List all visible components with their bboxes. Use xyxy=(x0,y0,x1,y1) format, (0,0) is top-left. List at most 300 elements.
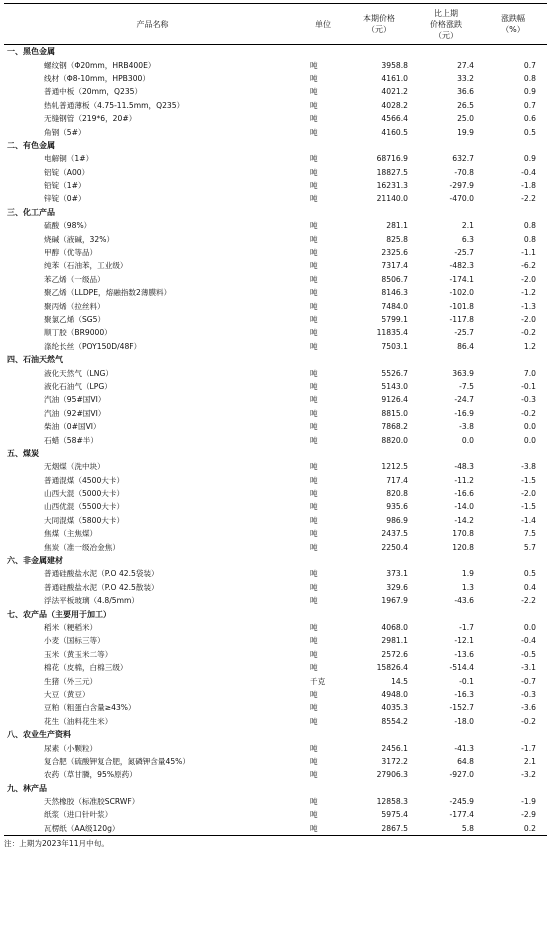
product-name-cell: 农药（草甘膦，95%原药） xyxy=(44,770,137,780)
price-cell: 373.1 xyxy=(386,569,408,579)
section-title: 一、黑色金属 xyxy=(7,47,55,57)
product-name-cell: 纸浆（进口针叶浆） xyxy=(44,810,113,820)
percent-cell: -2.2 xyxy=(521,194,536,204)
unit-cell: 吨 xyxy=(310,381,318,391)
product-name-cell: 复合肥（硫酸钾复合肥，氮磷钾含量45%） xyxy=(44,756,190,766)
unit-cell: 吨 xyxy=(310,87,318,97)
change-cell: -101.8 xyxy=(449,301,474,311)
table-body xyxy=(4,45,547,836)
unit-cell: 吨 xyxy=(310,114,318,124)
price-cell: 7484.0 xyxy=(381,301,408,311)
price-cell: 15826.4 xyxy=(376,663,408,673)
product-name-cell: 生猪（外三元） xyxy=(44,676,98,686)
change-cell: 36.6 xyxy=(457,87,474,97)
table-row xyxy=(4,125,547,138)
price-cell: 4068.0 xyxy=(381,622,408,632)
unit-cell: 吨 xyxy=(310,422,318,432)
product-name-cell: 螺纹钢（Φ20mm，HRB400E） xyxy=(44,60,156,70)
product-name-cell: 铅锭（1#） xyxy=(44,181,86,191)
unit-cell: 吨 xyxy=(310,60,318,70)
table-row xyxy=(4,246,547,259)
product-name-cell: 纯苯（石油苯，工业级） xyxy=(44,261,128,271)
change-cell: 1.9 xyxy=(461,569,474,579)
unit-cell: 吨 xyxy=(310,797,318,807)
percent-cell: 0.6 xyxy=(523,114,536,124)
unit-cell: 吨 xyxy=(310,770,318,780)
percent-cell: -0.2 xyxy=(521,716,536,726)
percent-cell: 0.4 xyxy=(523,582,536,592)
change-cell: 25.0 xyxy=(457,114,474,124)
section-header-row xyxy=(4,728,547,741)
change-cell: -117.8 xyxy=(449,315,474,324)
table-row xyxy=(4,527,547,540)
header-price-change: 比上期 价格涨跌 （元） xyxy=(413,4,479,45)
change-cell: -16.6 xyxy=(454,489,474,499)
product-name-cell: 尿素（小颗粒） xyxy=(44,743,98,753)
change-cell: 26.5 xyxy=(457,100,474,110)
section-title: 六、非金属建材 xyxy=(7,556,63,566)
percent-cell: -1.4 xyxy=(521,515,536,525)
unit-cell: 吨 xyxy=(310,475,318,485)
change-cell: -152.7 xyxy=(449,703,474,713)
percent-cell: -1.5 xyxy=(521,502,536,512)
price-cell: 4161.0 xyxy=(381,73,408,83)
price-cell: 825.8 xyxy=(386,234,408,244)
unit-cell: 吨 xyxy=(310,515,318,525)
table-row xyxy=(4,500,547,513)
table-row xyxy=(4,808,547,821)
price-cell: 4028.2 xyxy=(381,100,408,110)
product-name-cell: 聚丙烯（拉丝料） xyxy=(44,301,105,311)
change-cell: 1.3 xyxy=(461,582,474,592)
change-cell: -14.2 xyxy=(454,515,474,525)
product-name-cell: 瓦楞纸（AA级120g） xyxy=(4,822,301,836)
footnote: 注：上期为2023年11月中旬。 xyxy=(4,839,109,849)
unit-cell: 吨 xyxy=(310,301,318,311)
percent-cell: -1.9 xyxy=(521,797,536,807)
price-cell: 4160.5 xyxy=(381,127,408,137)
header-unit: 单位 xyxy=(301,4,345,45)
unit-cell: 吨 xyxy=(310,288,318,298)
product-name-cell: 大豆（黄豆） xyxy=(44,689,90,699)
price-cell: 820.8 xyxy=(386,489,408,499)
price-cell: 2572.6 xyxy=(381,649,408,659)
table-row xyxy=(4,232,547,245)
unit-cell: 吨 xyxy=(310,663,318,673)
unit-cell: 吨 xyxy=(310,756,318,766)
change-cell: 363.9 xyxy=(452,368,474,378)
section-title: 四、石油天然气 xyxy=(7,355,63,365)
change-cell: -11.2 xyxy=(454,475,474,485)
price-cell: 21140.0 xyxy=(376,194,408,204)
header-current-price: 本期价格 （元） xyxy=(345,4,413,45)
percent-cell: 0.2 xyxy=(479,822,547,836)
price-cell: 2250.4 xyxy=(381,542,408,552)
section-title: 三、化工产品 xyxy=(7,207,55,217)
percent-cell: -3.1 xyxy=(521,663,536,673)
section-header-row xyxy=(4,781,547,794)
product-name-cell: 普通硅酸盐水泥（P.O 42.5散装） xyxy=(44,582,159,592)
table-row xyxy=(4,715,547,728)
product-name-cell: 山西优混（5500大卡） xyxy=(44,502,125,512)
change-cell: 64.8 xyxy=(457,756,474,766)
unit-cell: 吨 xyxy=(310,341,318,351)
section-header-row xyxy=(4,206,547,219)
price-cell: 7503.1 xyxy=(381,341,408,351)
percent-cell: 0.0 xyxy=(523,622,536,632)
percent-cell: -0.4 xyxy=(521,636,536,646)
change-cell: -177.4 xyxy=(449,810,474,820)
product-name-cell: 聚氯乙烯（SG5） xyxy=(44,315,106,324)
unit-cell: 吨 xyxy=(310,596,318,606)
product-name-cell: 液化天然气（LNG） xyxy=(44,368,113,378)
percent-cell: 7.5 xyxy=(523,529,536,539)
change-cell: -102.0 xyxy=(449,288,474,298)
percent-cell: -0.3 xyxy=(521,689,536,699)
unit-cell: 吨 xyxy=(310,274,318,284)
table-row xyxy=(4,674,547,687)
price-cell: 4021.2 xyxy=(381,87,408,97)
change-cell: -297.9 xyxy=(449,181,474,191)
change-cell: -1.7 xyxy=(459,622,474,632)
product-name-cell: 山西大混（5000大卡） xyxy=(44,489,125,499)
unit-cell: 吨 xyxy=(310,435,318,445)
table-row xyxy=(4,299,547,312)
table-row xyxy=(4,179,547,192)
change-cell: -16.9 xyxy=(454,408,474,418)
unit-cell: 吨 xyxy=(310,221,318,231)
unit-cell: 吨 xyxy=(310,315,318,324)
price-cell: 3958.8 xyxy=(381,60,408,70)
product-name-cell: 无烟煤（洗中块） xyxy=(44,462,105,472)
product-name-cell: 电解铜（1#） xyxy=(44,154,94,164)
percent-cell: -0.5 xyxy=(521,649,536,659)
percent-cell: -2.0 xyxy=(521,274,536,284)
price-cell: 3172.2 xyxy=(381,756,408,766)
change-cell: 170.8 xyxy=(452,529,474,539)
product-name-cell: 液化石油气（LPG） xyxy=(44,381,112,391)
price-cell: 8820.0 xyxy=(381,435,408,445)
table-row xyxy=(4,474,547,487)
unit-cell: 吨 xyxy=(310,167,318,177)
product-name-cell: 浮法平板玻璃（4.8/5mm） xyxy=(44,596,140,606)
section-header-row xyxy=(4,447,547,460)
product-name-cell: 普通硅酸盐水泥（P.O 42.5袋装） xyxy=(44,569,159,579)
table-row xyxy=(4,85,547,98)
percent-cell: 1.2 xyxy=(523,341,536,351)
percent-cell: -0.4 xyxy=(521,167,536,177)
product-name-cell: 焦煤（主焦煤） xyxy=(44,529,98,539)
unit-cell: 吨 xyxy=(310,234,318,244)
change-cell: -24.7 xyxy=(454,395,474,405)
unit-cell: 吨 xyxy=(310,408,318,418)
price-table-container xyxy=(4,3,547,849)
unit-cell: 吨 xyxy=(310,529,318,539)
table-row xyxy=(4,433,547,446)
product-name-cell: 焦炭（准一级冶金焦） xyxy=(44,542,120,552)
table-row xyxy=(4,581,547,594)
table-row xyxy=(4,58,547,71)
table-row xyxy=(4,768,547,781)
table-header xyxy=(4,4,547,45)
percent-cell: 0.9 xyxy=(523,154,536,164)
price-cell: 4566.4 xyxy=(381,114,408,124)
table-row xyxy=(4,795,547,808)
unit-cell: 吨 xyxy=(310,395,318,405)
change-cell: -43.6 xyxy=(454,596,474,606)
price-cell: 8554.2 xyxy=(381,716,408,726)
table-row xyxy=(4,340,547,353)
table-row xyxy=(4,688,547,701)
price-cell: 11835.4 xyxy=(376,328,408,338)
product-name-cell: 铝锭（A00） xyxy=(44,167,90,177)
change-cell: -70.8 xyxy=(454,167,474,177)
table-row xyxy=(4,273,547,286)
percent-cell: 0.0 xyxy=(523,435,536,445)
unit-cell: 吨 xyxy=(310,636,318,646)
change-cell: 33.2 xyxy=(457,73,474,83)
change-cell: -25.7 xyxy=(454,328,474,338)
change-cell: -470.0 xyxy=(449,194,474,204)
unit-cell: 吨 xyxy=(310,703,318,713)
change-cell: -41.3 xyxy=(454,743,474,753)
product-name-cell: 花生（油料花生米） xyxy=(44,716,113,726)
table-row xyxy=(4,286,547,299)
price-cell: 1212.5 xyxy=(381,462,408,472)
product-name-cell: 无缝钢管（219*6，20#） xyxy=(44,114,137,124)
price-cell: 8506.7 xyxy=(381,274,408,284)
change-cell: 5.8 xyxy=(413,822,479,836)
table-row xyxy=(4,192,547,205)
percent-cell: 0.0 xyxy=(523,422,536,432)
unit-cell: 吨 xyxy=(310,328,318,338)
table-row xyxy=(4,514,547,527)
unit-cell: 吨 xyxy=(310,743,318,753)
section-header-row xyxy=(4,353,547,366)
table-row xyxy=(4,259,547,272)
change-cell: 86.4 xyxy=(457,341,474,351)
product-name-cell: 硫酸（98%） xyxy=(44,221,92,231)
percent-cell: 0.8 xyxy=(523,234,536,244)
percent-cell: 0.8 xyxy=(523,221,536,231)
product-name-cell: 聚乙烯（LLDPE，熔融指数2薄膜料） xyxy=(44,288,172,298)
product-name-cell: 天然橡胶（标准胶SCRWF） xyxy=(44,797,140,807)
table-row xyxy=(4,72,547,85)
price-cell: 14.5 xyxy=(391,676,408,686)
price-cell: 27906.3 xyxy=(376,770,408,780)
table-row xyxy=(4,567,547,580)
change-cell: 0.0 xyxy=(461,435,474,445)
price-cell: 8815.0 xyxy=(381,408,408,418)
table-row xyxy=(4,99,547,112)
price-cell: 16231.3 xyxy=(376,181,408,191)
product-name-cell: 涤纶长丝（POY150D/48F） xyxy=(44,341,142,351)
product-name-cell: 苯乙烯（一级品） xyxy=(44,274,105,284)
price-cell: 9126.4 xyxy=(381,395,408,405)
table-row xyxy=(4,326,547,339)
percent-cell: 7.0 xyxy=(523,368,536,378)
price-cell: 5975.4 xyxy=(381,810,408,820)
header-product-name: 产品名称 xyxy=(4,4,301,45)
table-row xyxy=(4,112,547,125)
section-header-row xyxy=(4,607,547,620)
product-name-cell: 大同混煤（5800大卡） xyxy=(44,515,125,525)
product-name-cell: 玉米（黄玉米二等） xyxy=(44,649,113,659)
unit-cell: 吨 xyxy=(310,127,318,137)
section-header-row xyxy=(4,45,547,59)
unit-cell: 吨 xyxy=(301,822,345,836)
unit-cell: 吨 xyxy=(310,542,318,552)
product-name-cell: 普通混煤（4500大卡） xyxy=(44,475,125,485)
section-title: 八、农业生产资料 xyxy=(7,730,71,740)
table-row xyxy=(4,407,547,420)
percent-cell: 5.7 xyxy=(523,542,536,552)
percent-cell: 0.5 xyxy=(523,127,536,137)
price-cell: 986.9 xyxy=(386,515,408,525)
price-cell: 2437.5 xyxy=(381,529,408,539)
table-row xyxy=(4,661,547,674)
percent-cell: -3.2 xyxy=(521,770,536,780)
price-cell: 2981.1 xyxy=(381,636,408,646)
change-cell: -514.4 xyxy=(449,663,474,673)
percent-cell: 2.1 xyxy=(523,756,536,766)
table-row xyxy=(4,380,547,393)
table-row xyxy=(4,366,547,379)
unit-cell: 吨 xyxy=(310,582,318,592)
product-name-cell: 线材（Φ8-10mm，HPB300） xyxy=(44,73,150,83)
change-cell: -0.1 xyxy=(459,676,474,686)
price-cell: 717.4 xyxy=(386,475,408,485)
table-row xyxy=(4,487,547,500)
table-row xyxy=(4,634,547,647)
price-cell: 5143.0 xyxy=(381,381,408,391)
table-row xyxy=(4,313,547,326)
unit-cell: 吨 xyxy=(310,154,318,164)
product-name-cell: 棉花（皮棉，白棉三级） xyxy=(44,663,128,673)
product-name-cell: 热轧普通薄板（4.75-11.5mm，Q235） xyxy=(44,100,185,110)
table-row xyxy=(4,420,547,433)
unit-cell: 吨 xyxy=(310,622,318,632)
price-cell: 2456.1 xyxy=(381,743,408,753)
change-cell: 27.4 xyxy=(457,60,474,70)
percent-cell: -2.9 xyxy=(521,810,536,820)
product-name-cell: 普通中板（20mm，Q235） xyxy=(44,87,143,97)
product-name-cell: 汽油（95#国VI） xyxy=(44,395,106,405)
table-row xyxy=(4,219,547,232)
product-name-cell: 柴油（0#国VI） xyxy=(44,422,101,432)
change-cell: -25.7 xyxy=(454,248,474,258)
table-row xyxy=(4,460,547,473)
unit-cell: 吨 xyxy=(310,502,318,512)
percent-cell: 0.8 xyxy=(523,73,536,83)
price-cell: 281.1 xyxy=(386,221,408,231)
unit-cell: 千克 xyxy=(310,676,326,686)
percent-cell: -3.8 xyxy=(521,462,536,472)
percent-cell: -2.0 xyxy=(521,315,536,324)
percent-cell: -0.7 xyxy=(521,676,536,686)
price-table xyxy=(4,3,547,836)
product-name-cell: 石蜡（58#半） xyxy=(44,435,98,445)
percent-cell: -0.2 xyxy=(521,328,536,338)
section-header-row xyxy=(4,139,547,152)
price-cell: 7868.2 xyxy=(381,422,408,432)
unit-cell: 吨 xyxy=(310,368,318,378)
unit-cell: 吨 xyxy=(310,689,318,699)
unit-cell: 吨 xyxy=(310,73,318,83)
percent-cell: -0.3 xyxy=(521,395,536,405)
percent-cell: -0.1 xyxy=(521,381,536,391)
table-row xyxy=(4,152,547,165)
product-name-cell: 甲醇（优等品） xyxy=(44,248,98,258)
percent-cell: -1.2 xyxy=(521,288,536,298)
change-cell: -18.0 xyxy=(454,716,474,726)
percent-cell: -2.0 xyxy=(521,489,536,499)
price-cell: 4948.0 xyxy=(381,689,408,699)
percent-cell: 0.5 xyxy=(523,569,536,579)
change-cell: -7.5 xyxy=(459,381,474,391)
product-name-cell: 豆粕（粗蛋白含量≥43%） xyxy=(44,703,136,713)
table-row xyxy=(4,648,547,661)
table-row xyxy=(4,594,547,607)
unit-cell: 吨 xyxy=(310,181,318,191)
change-cell: 6.3 xyxy=(461,234,474,244)
price-cell: 5799.1 xyxy=(381,315,408,324)
percent-cell: -2.2 xyxy=(521,596,536,606)
percent-cell: -0.2 xyxy=(521,408,536,418)
product-name-cell: 顺丁胶（BR9000） xyxy=(44,328,112,338)
section-title: 五、煤炭 xyxy=(7,448,39,458)
table-row xyxy=(4,741,547,754)
change-cell: -12.1 xyxy=(454,636,474,646)
change-cell: -16.3 xyxy=(454,689,474,699)
product-name-cell: 汽油（92#国VI） xyxy=(44,408,106,418)
unit-cell: 吨 xyxy=(310,569,318,579)
percent-cell: -1.3 xyxy=(521,301,536,311)
section-header-row xyxy=(4,554,547,567)
unit-cell: 吨 xyxy=(310,649,318,659)
percent-cell: 0.9 xyxy=(523,87,536,97)
product-name-cell: 小麦（国标三等） xyxy=(44,636,105,646)
unit-cell: 吨 xyxy=(310,248,318,258)
change-cell: -245.9 xyxy=(449,797,474,807)
price-cell: 2867.5 xyxy=(345,822,413,836)
price-cell: 4035.3 xyxy=(381,703,408,713)
table-row xyxy=(4,822,547,836)
price-cell: 7317.4 xyxy=(381,261,408,271)
table-row xyxy=(4,166,547,179)
unit-cell: 吨 xyxy=(310,462,318,472)
change-cell: 120.8 xyxy=(452,542,474,552)
product-name-cell: 稻米（粳稻米） xyxy=(44,622,98,632)
change-cell: -48.3 xyxy=(454,462,474,472)
product-name-cell: 锌锭（0#） xyxy=(44,194,86,204)
product-name-cell: 烧碱（液碱，32%） xyxy=(44,234,115,244)
unit-cell: 吨 xyxy=(310,489,318,499)
percent-cell: -1.5 xyxy=(521,475,536,485)
change-cell: 632.7 xyxy=(452,154,474,164)
unit-cell: 吨 xyxy=(310,100,318,110)
price-cell: 2325.6 xyxy=(381,248,408,258)
percent-cell: -1.1 xyxy=(521,248,536,258)
table-row xyxy=(4,755,547,768)
percent-cell: -6.2 xyxy=(521,261,536,271)
price-cell: 68716.9 xyxy=(376,154,408,164)
price-cell: 12858.3 xyxy=(376,797,408,807)
change-cell: -3.8 xyxy=(459,422,474,432)
price-cell: 8146.3 xyxy=(381,288,408,298)
change-cell: -13.6 xyxy=(454,649,474,659)
unit-cell: 吨 xyxy=(310,716,318,726)
